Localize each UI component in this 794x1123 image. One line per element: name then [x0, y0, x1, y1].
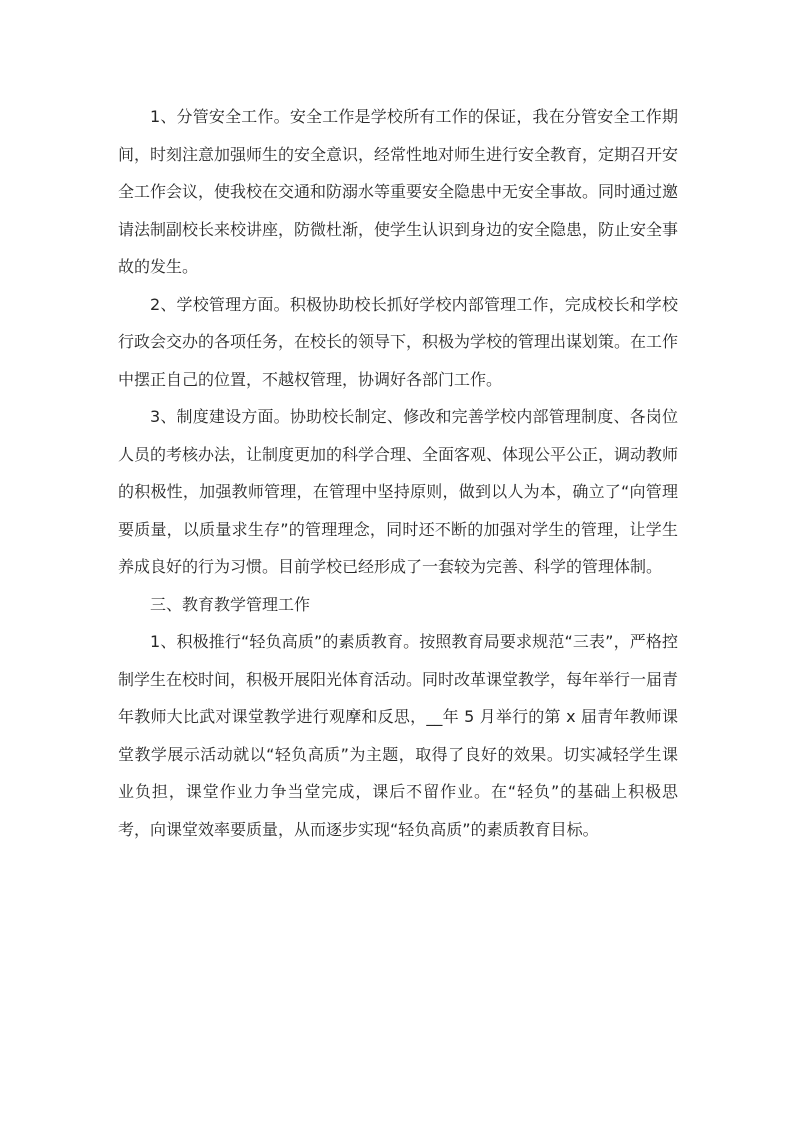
paragraph-school-management: 2、学校管理方面。积极协助校长抓好学校内部管理工作，完成校长和学校行政会交办的各项任务，在校长的领导下，积极为学校的管理出谋划策。在工作中摆正自己的位置，不越权管理，协调好各部门工作。 [118, 294, 679, 389]
paragraph-system-building: 3、制度建设方面。协助校长制定、修改和完善学校内部管理制度、各岗位人员的考核办法，让制度更加的科学合理、全面客观、体现公平公正，调动教师的积极性，加强教师管理，在管理中坚持原则，做到以人为本，确立了“向管理要质量，以质量求生存”的管理理念，同时还不断的加强对学生的管理，让学生养成良好的行为习惯。目前学校已经形成了一套较为完善、科学的管理体制。 [118, 407, 679, 576]
paragraph-safety-work: 1、分管安全工作。安全工作是学校所有工作的保证，我在分管安全工作期间，时刻注意加强师生的安全意识，经常性地对师生进行安全教育，定期召开安全工作会议，使我校在交通和防溺水等重要安全隐患中无安全事故。同时通过邀请法制副校长来校讲座，防微杜渐，使学生认识到身边的安全隐患，防止安全事故的发生。 [118, 107, 679, 276]
section-heading-teaching-management: 三、教育教学管理工作 [150, 594, 311, 614]
paragraph-quality-education: 1、积极推行“轻负高质”的素质教育。按照教育局要求规范“三表”，严格控制学生在校时间，积极开展阳光体育活动。同时改革课堂教学，每年举行一届青年教师大比武对课堂教学进行观摩和反思，__年 5 月举行的第 x 届青年教师课堂教学展示活动就以“轻负高质”为主题，取得了良好的效果。切实减轻学生课业负担，课堂作业力争当堂完成，课后不留作业。在“轻负”的基础上积极思考，向课堂效率要质量，从而逐步实现“轻负高质”的素质教育目标。 [118, 632, 679, 839]
document-body [118, 98, 678, 848]
